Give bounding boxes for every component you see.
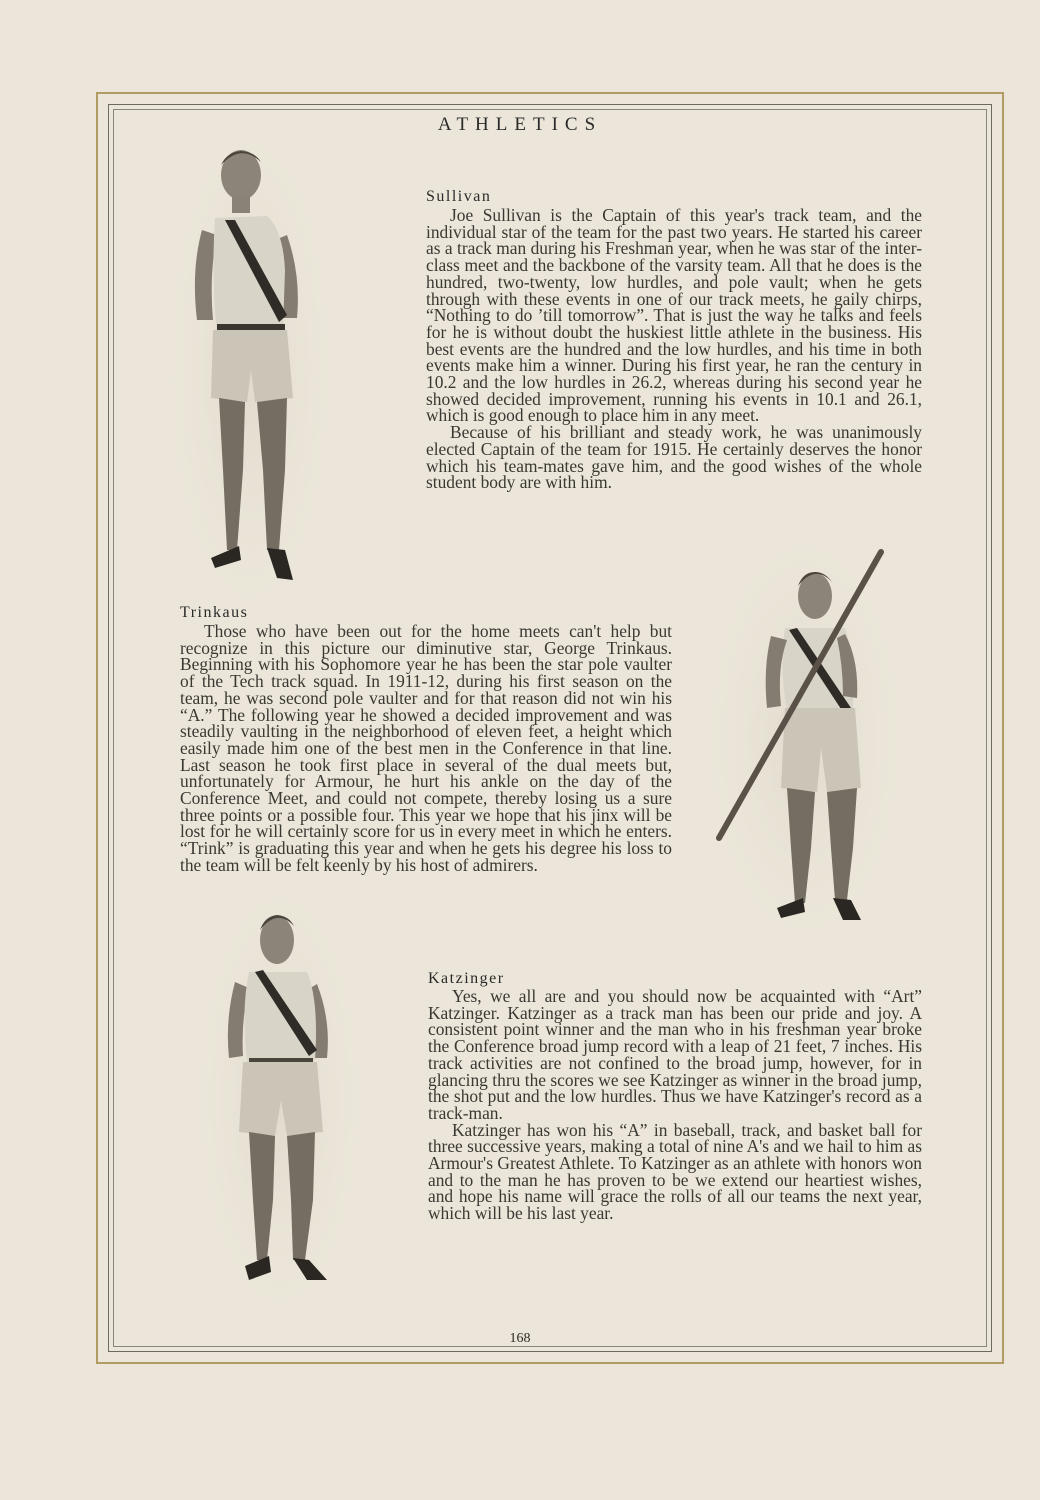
trinkaus-photo xyxy=(705,548,895,928)
sullivan-paragraph: Joe Sullivan is the Captain of this year's track team, and the individual star of the team for the past two years. He started his career as a track man during his Freshman year, when he was star of the inter-class meet and the backbone of the varsity team. All that he does is the hundred, two-twenty, low hurdles, and pole vault; when he gets through with these events in one of our track meets, he gaily chirps, “Nothing to do ’till tomorrow”. That is just the way he talks and feels for he is without doubt the huskiest little athlete in the business. His best events are the hundred and the low hurdles, and his time in both events make him a winner. During his first year, he ran the century in 10.2 and the low hurdles in 26.2, whereas during his second year he showed decided improvement, running his events in 10.1 and 26.1, which is good enough to place him in any meet. xyxy=(426,205,922,426)
katzinger-paragraph: Katzinger has won his “A” in baseball, track, and basket ball for three successive years, making a total of nine A's and we hail to him as Armour's Greatest Athlete. To Katzinger as an athlete with honors won and to the man he has proven to be we extend our heartiest wishes, and hope his name will grace the rolls of all our teams the next year, which will be his last year. xyxy=(428,1119,922,1224)
sullivan-photo xyxy=(175,140,325,595)
sullivan-text xyxy=(426,207,922,491)
page-header: ATHLETICS xyxy=(437,114,603,135)
trinkaus-text xyxy=(180,623,672,874)
page-number: 168 xyxy=(509,1331,531,1346)
katzinger-paragraph: Yes, we all are and you should now be acquainted with “Art” Katzinger. Katzinger as a track man has been our pride and joy. A consistent point winner and the man who in his freshman year broke the Conference broad jump record with a leap of 21 feet, 7 inches. His track activities are not confined to the broad jump, however, for in glancing thru the scores we see Katzinger as winner in the broad jump, the shot put and the low hurdles. Thus we have Katzinger's record as a track-man. xyxy=(428,986,922,1123)
trinkaus-paragraph: Those who have been out for the home meets can't help but recognize in this picture our diminutive star, George Trinkaus. Beginning with his Sophomore year he has been the star pole vaulter of the Tech track squad. In 1911-12, during his first season on the team, he was second pole vaulter and for that reason did not win his “A.” The following year he showed a decided improvement and was steadily vaulting in the neighborhood of eleven feet, a height which easily made him one of the best men in the Conference in that line. Last season he took first place in several of the dual meets but, unfortunately for Armour, he hurt his ankle on the day of the Conference Meet, and could not compete, thereby losing us a sure three points or a possible four. This year we hope that his jinx will be lost for he will certainly score for us in every meet in which he enters. “Trink” is graduating this year and when he gets his degree his loss to the team will be felt keenly by his host of admirers. xyxy=(180,621,672,875)
sullivan-paragraph: Because of his brilliant and steady work, he was unanimously elected Captain of the team for 1915. He certainly deserves the honor which his team-mates gave him, and the good wishes of the whole student body are with him. xyxy=(426,422,922,493)
katzinger-text xyxy=(428,988,922,1222)
katzinger-photo xyxy=(205,900,355,1300)
sullivan-title: Sullivan xyxy=(426,188,492,205)
katzinger-title: Katzinger xyxy=(428,970,505,987)
trinkaus-title: Trinkaus xyxy=(180,604,249,621)
